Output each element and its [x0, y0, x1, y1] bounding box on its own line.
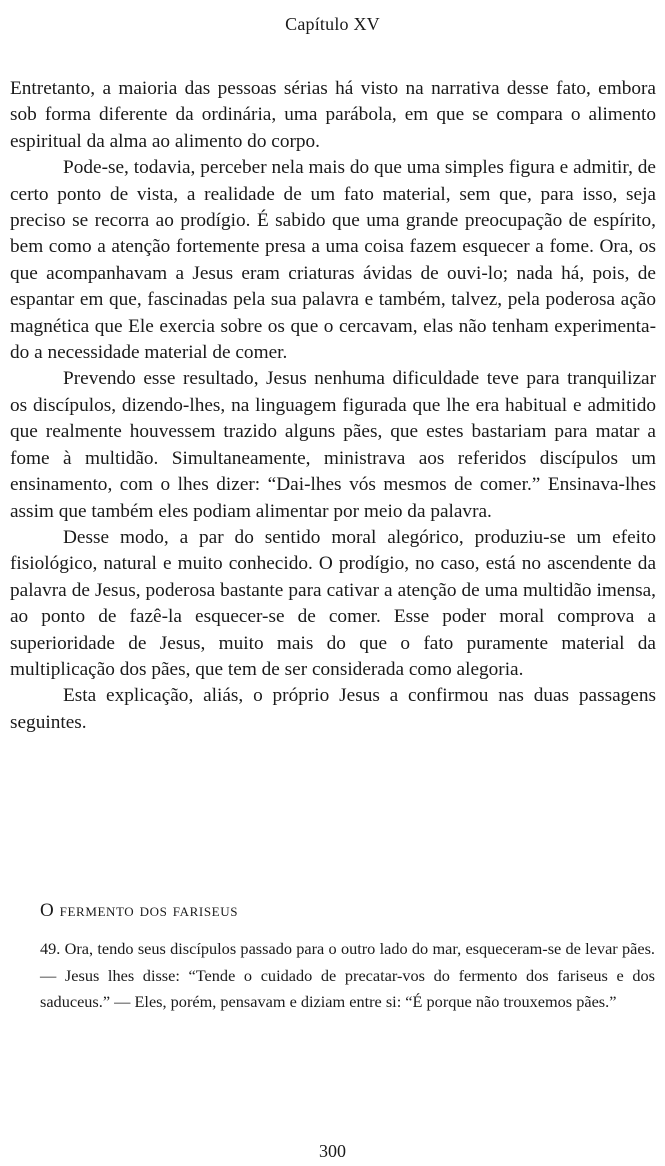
running-head: Capítulo XV [285, 14, 380, 34]
page-number: 300 [319, 1141, 346, 1161]
body-text [10, 76, 656, 736]
paragraph: Desse modo, a par do sentido moral alegórico, produziu-se um efeito fisiológico, natural e muito conhecido. O prodígio, no caso, está no ascendente da palavra de Jesus, poderosa bastante para cativar a atenção de uma multidão imensa, ao ponto de fazê-la esquecer-se de comer. Esse poder moral comprova a superioridade de Jesus, muito mais do que o fato puramente material da multiplicação dos pães, que tem de ser considerada como alegoria. [10, 526, 656, 680]
paragraph: Prevendo esse resultado, Jesus nenhuma dificuldade teve para tranquilizar os discípulos, dizendo-lhes, na linguagem figurada que lhe era habitual e admitido que realmente houvessem trazido alguns pães, que estes bastariam para matar a fome à multidão. Simultaneamente, ministrava aos referidos discípulos um ensinamento, com o lhes dizer: “Dai-lhes vós mesmos de comer.” Ensinava-lhes assim que também eles podiam alimentar por meio da palavra. [10, 368, 656, 522]
verse-block [40, 936, 655, 1016]
paragraph: Esta explicação, aliás, o próprio Jesus a confirmou nas duas passagens seguintes. [10, 685, 656, 733]
verse-text: 49. Ora, tendo seus discípulos passado para o outro lado do mar, esqueceram-se de levar pães. — Jesus lhes disse: “Tende o cuidado de precatar-vos do fermento dos fariseus e dos saduceus.” — Eles, porém, pensavam e diziam entre si: “É porque não trouxemos pães.” [40, 939, 655, 1011]
paragraph: Pode-se, todavia, perceber nela mais do que uma simples figura e admitir, de certo ponto de vista, a realidade de um fato material, sem que, para isso, seja preciso se recorra ao prodígio. É sabido que uma grande preocupação de espírito, bem como a atenção fortemente presa a uma coisa fazem esquecer a fome. Ora, os que acompanhavam a Jesus eram criaturas ávidas de ouvi-lo; nada há, pois, de espantar em que, fascinadas pela sua palavra e também, talvez, pela poderosa ação magnética que Ele exercia sobre os que o cercavam, elas não tenham experimentado a necessidade material de comer. [10, 157, 656, 364]
paragraph: Entretanto, a maioria das pessoas sérias há visto na narrativa desse fato, embora sob forma diferente da ordinária, uma parábola, em que se compara o alimento espiritual da alma ao alimento do corpo. [10, 78, 656, 152]
section-heading: O fermento dos fariseus [40, 900, 239, 921]
